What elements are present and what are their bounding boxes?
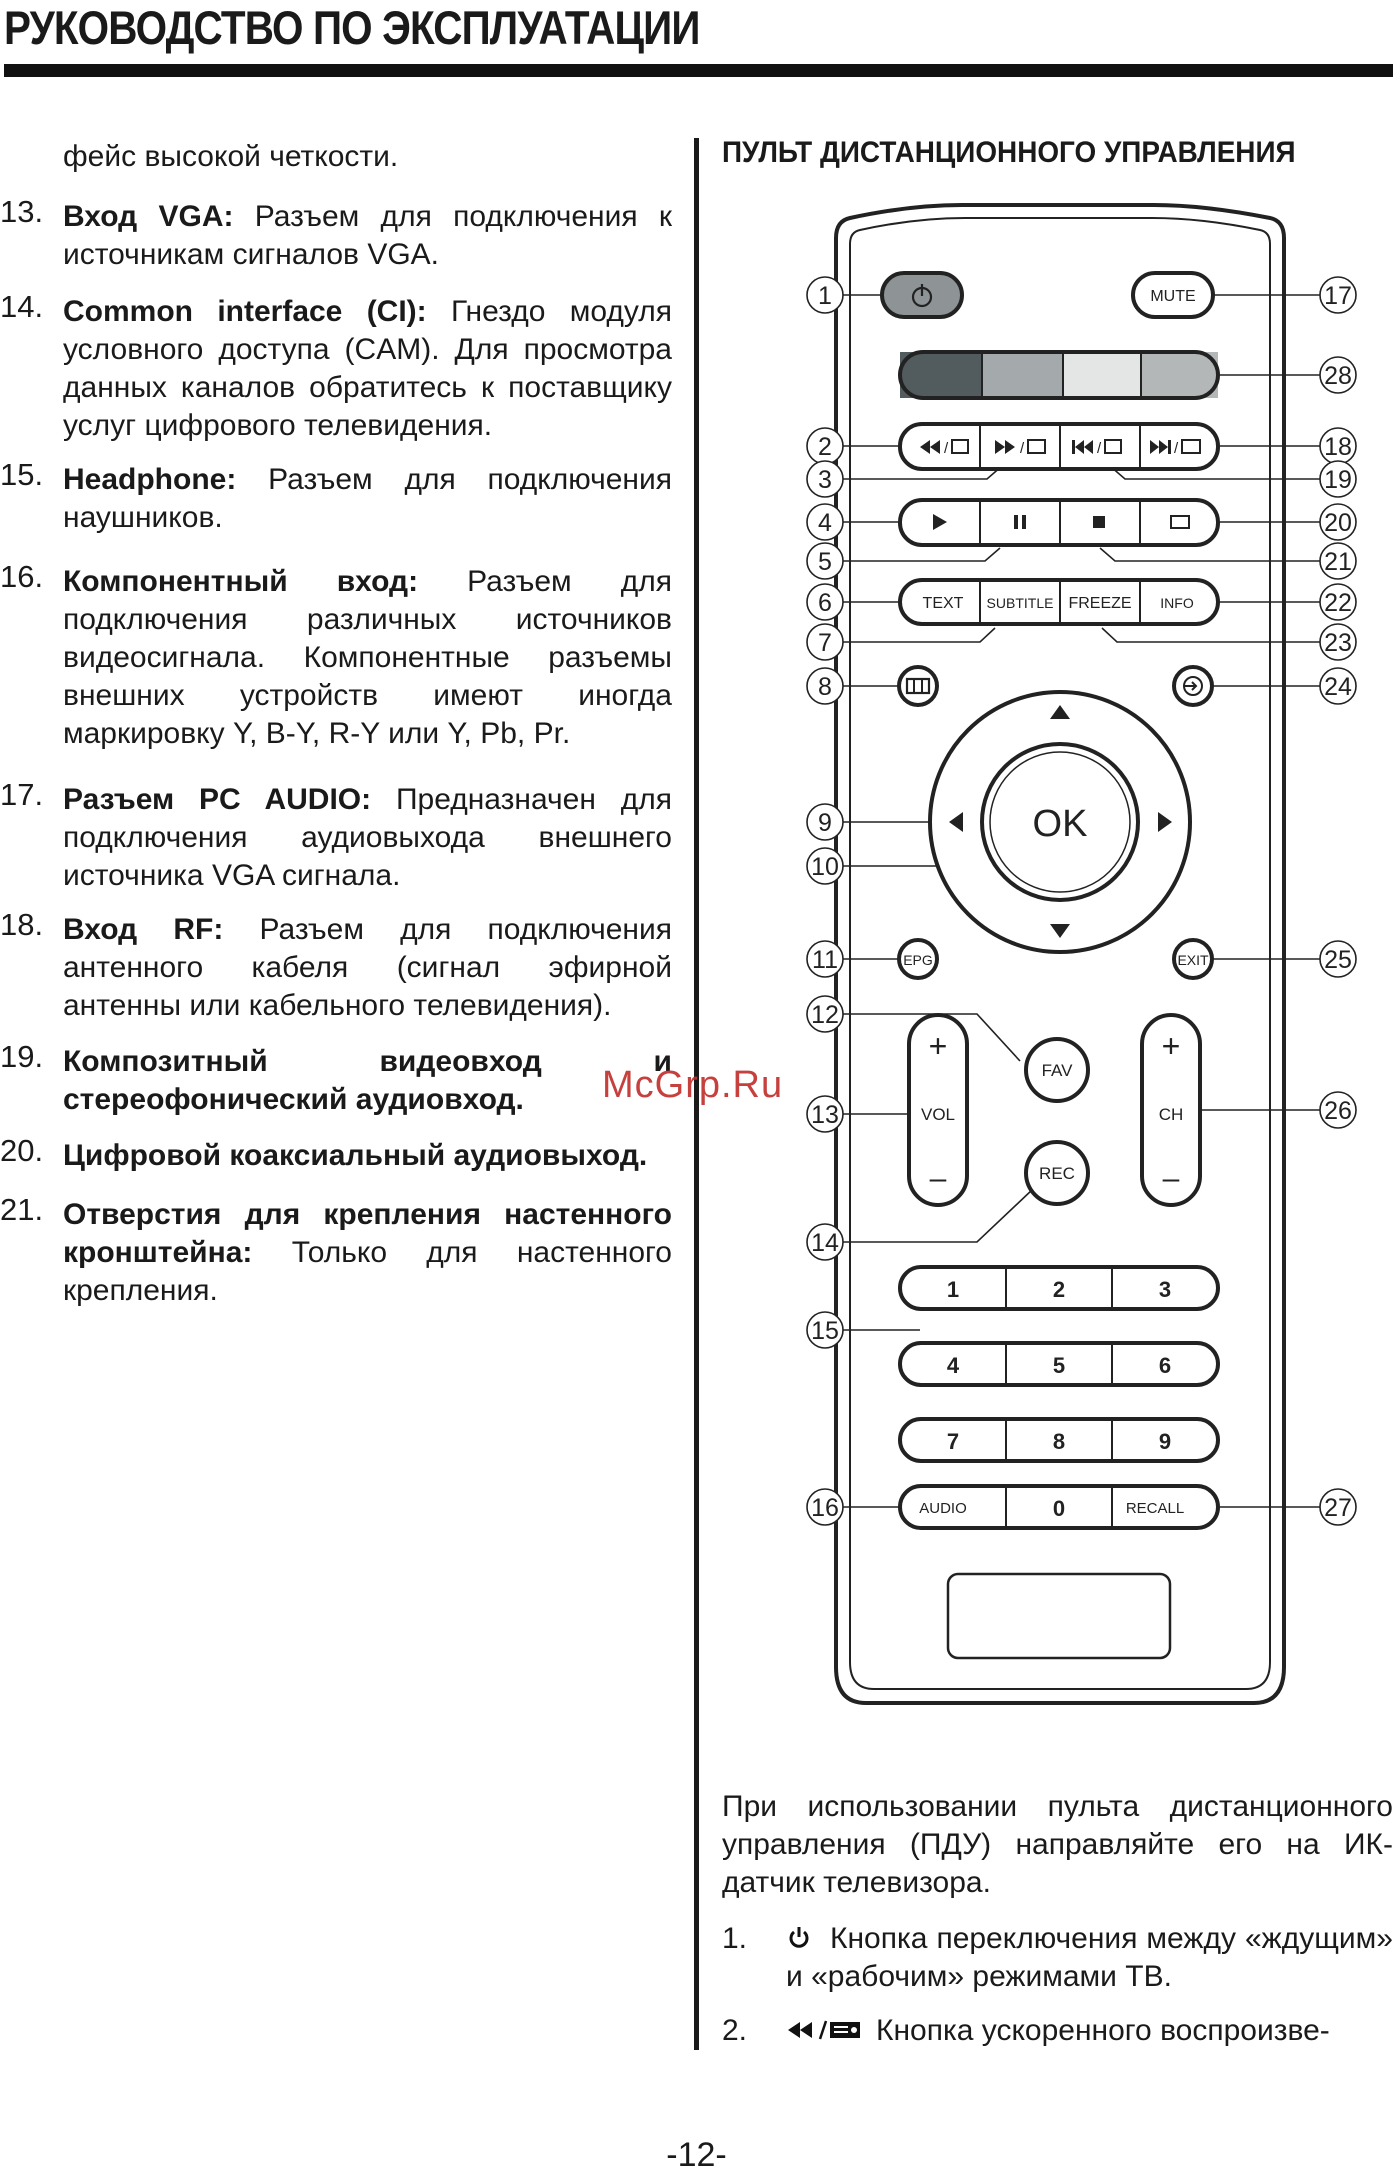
volume-rocker[interactable] (909, 1015, 967, 1205)
item-number: 2. (722, 2014, 748, 2047)
page-number: -12- (666, 2136, 727, 2174)
callouts-right (1320, 277, 1356, 1525)
color-key-3[interactable] (1063, 352, 1141, 398)
navigation-pad (930, 692, 1190, 952)
callout-10 (807, 848, 843, 884)
ir-window (948, 1574, 1170, 1658)
callout-17 (1320, 277, 1356, 313)
list-item-17 (0, 777, 672, 895)
info-button[interactable]: INFO (1160, 595, 1194, 611)
callout-22 (1320, 584, 1356, 620)
power-icon (786, 1925, 812, 1951)
item-term: Компонентный вход: (63, 565, 419, 598)
svg-text:22: 22 (1324, 589, 1352, 617)
svg-text:18: 18 (1324, 433, 1352, 461)
power-button[interactable] (882, 273, 962, 317)
audio-button[interactable]: AUDIO (919, 1500, 967, 1517)
fav-button[interactable] (1026, 1039, 1088, 1101)
watermark: McGrp.Ru (602, 1064, 784, 1106)
svg-text:4: 4 (818, 509, 832, 537)
callout-15 (807, 1312, 843, 1348)
svg-text:17: 17 (1324, 282, 1352, 310)
svg-text:25: 25 (1324, 946, 1352, 974)
header-rule (4, 64, 1393, 77)
continuation-text: фейс высокой четкости. (63, 140, 399, 173)
text-button[interactable]: TEXT (922, 595, 964, 612)
callout-14 (807, 1224, 843, 1260)
channel-rocker[interactable] (1142, 1015, 1200, 1205)
remote-control-diagram (790, 200, 1370, 1720)
svg-text:16: 16 (811, 1494, 839, 1522)
mute-label: MUTE (1150, 288, 1196, 305)
svg-text:15: 15 (811, 1317, 839, 1345)
digit-3-button[interactable]: 3 (1158, 1277, 1172, 1302)
callout-13 (807, 1096, 843, 1132)
volume-label: VOL (920, 1105, 956, 1124)
item-text: Разъем для подключения различных источников видеосигнала. Компонентные разъемы внешних устройств имеют иногда маркировку Y, B-Y, R-Y или Y, Pb, Pr. (63, 565, 672, 750)
digit-8-button[interactable]: 8 (1052, 1429, 1066, 1454)
digit-6-button[interactable]: 6 (1158, 1353, 1172, 1378)
item-number: 21. (0, 1192, 44, 1227)
digit-7-button[interactable]: 7 (946, 1429, 960, 1454)
digit-0-button[interactable]: 0 (1052, 1496, 1066, 1521)
svg-text:/: / (944, 440, 949, 457)
digit-5-button[interactable]: 5 (1052, 1353, 1066, 1378)
item-term: Отверстия для крепления настенного кронштейна: (63, 1198, 672, 1269)
item-number: 13. (0, 194, 44, 229)
item-term: Вход RF: (63, 913, 224, 946)
intro-paragraph: При использовании пульта дистанционного управления (ПДУ) направляйте его на ИК-датчик телевизора. (722, 1790, 1393, 1899)
callout-6 (807, 584, 843, 620)
stop-icon[interactable] (1093, 516, 1105, 528)
item-term: Разъем PC AUDIO: (63, 783, 372, 816)
item-text: Гнездо модуля условного доступа (CAM). Для просмотра данных каналов обратитесь к поставщику услуг цифрового телевидения. (63, 295, 673, 442)
exit-label: EXIT (1177, 952, 1209, 968)
item-term: Композитный видеовход и стереофонический аудиовход. (63, 1045, 672, 1116)
epg-button[interactable] (899, 940, 937, 978)
digit-2-button[interactable]: 2 (1052, 1277, 1066, 1302)
svg-text:8: 8 (818, 673, 832, 701)
list-item-15 (0, 457, 672, 537)
remote-description (722, 1788, 1393, 2050)
epg-label: EPG (903, 952, 933, 968)
rewind-teletext-icon (786, 2017, 866, 2043)
item-text: Предназначен для подключения аудиовыхода внешнего источника VGA сигнала. (63, 783, 672, 892)
channel-down-label: – (1162, 1162, 1180, 1195)
item-number: 16. (0, 559, 44, 594)
callout-3 (807, 461, 843, 497)
color-key-4[interactable] (1141, 352, 1218, 398)
rec-label: REC (1039, 1164, 1075, 1183)
source-button[interactable] (1174, 667, 1212, 705)
callout-24 (1320, 668, 1356, 704)
exit-button[interactable] (1174, 940, 1212, 978)
item-term: Цифровой коаксиальный аудиовыход. (63, 1139, 648, 1172)
callout-19 (1320, 461, 1356, 497)
svg-text:23: 23 (1324, 629, 1352, 657)
list-item-19 (0, 1039, 672, 1119)
menu-button[interactable] (899, 667, 937, 705)
callout-5 (807, 543, 843, 579)
callout-1 (807, 277, 843, 313)
svg-text:/: / (1097, 440, 1102, 457)
item-text: Разъем для подключения к источникам сигналов VGA. (63, 200, 672, 271)
callout-18 (1320, 428, 1356, 464)
item-number: 18. (0, 907, 44, 942)
item-term: Вход VGA: (63, 200, 234, 233)
ok-label: OK (1032, 803, 1088, 845)
list-item-20 (0, 1133, 672, 1175)
item-number: 1. (722, 1922, 748, 1955)
item-number: 20. (0, 1133, 44, 1168)
svg-text:11: 11 (812, 946, 838, 974)
callout-27 (1320, 1489, 1356, 1525)
color-key-bar[interactable] (900, 352, 1218, 398)
channel-label: CH (1158, 1105, 1184, 1124)
channel-up-label: + (1161, 1028, 1181, 1064)
callout-26 (1320, 1092, 1356, 1128)
mute-button[interactable] (1133, 273, 1213, 317)
transport-row-1 (900, 424, 1218, 469)
rec-button[interactable] (1026, 1142, 1088, 1204)
page-header-title: РУКОВОДСТВО ПО ЭКСПЛУАТАЦИИ (4, 1, 700, 54)
item-text: Только для настенного крепления. (63, 1236, 672, 1307)
item-term: Headphone: (63, 463, 237, 496)
transport-row-2 (900, 500, 1218, 545)
digit-1-button[interactable]: 1 (946, 1277, 960, 1302)
volume-down-label: – (929, 1162, 947, 1195)
item-number: 14. (0, 289, 44, 324)
subtitle-button[interactable]: SUBTITLE (986, 595, 1054, 611)
svg-text:/: / (1174, 440, 1179, 457)
svg-text:5: 5 (818, 548, 832, 576)
color-key-2[interactable] (982, 352, 1063, 398)
svg-text:19: 19 (1324, 466, 1352, 494)
remote-item-1 (722, 1920, 1393, 1996)
list-item-14 (0, 289, 673, 445)
svg-text:/: / (1020, 440, 1025, 457)
list-item-21 (0, 1192, 672, 1310)
svg-text:26: 26 (1324, 1097, 1352, 1125)
svg-text:1: 1 (818, 282, 832, 310)
callout-28 (1320, 357, 1356, 393)
item-number: 17. (0, 777, 44, 812)
svg-text:10: 10 (811, 853, 839, 881)
svg-text:6: 6 (818, 589, 832, 617)
svg-text:28: 28 (1324, 362, 1352, 390)
list-item-13 (0, 194, 672, 274)
callout-9 (807, 804, 843, 840)
item-term: Common interface (CI): (63, 295, 427, 328)
item-number: 15. (0, 457, 44, 492)
svg-text:12: 12 (811, 1001, 839, 1029)
svg-text:24: 24 (1324, 673, 1352, 701)
list-item-16 (0, 559, 672, 753)
item-text: Кнопка переключения между «ждущим» и «рабочим» режимами ТВ. (786, 1922, 1393, 1993)
callout-21 (1320, 543, 1356, 579)
svg-text:2: 2 (818, 433, 832, 461)
fav-label: FAV (1041, 1061, 1073, 1080)
item-text: Разъем для подключения наушников. (63, 463, 672, 534)
callout-20 (1320, 504, 1356, 540)
callout-2 (807, 428, 843, 464)
item-text: Кнопка ускоренного воспроизве- (876, 2014, 1330, 2047)
freeze-button[interactable]: FREEZE (1068, 595, 1132, 612)
svg-text:7: 7 (818, 629, 832, 657)
digit-4-button[interactable]: 4 (946, 1353, 960, 1378)
callout-16 (807, 1489, 843, 1525)
ok-button[interactable] (982, 744, 1138, 900)
left-column (0, 138, 672, 1310)
callout-25 (1320, 941, 1356, 977)
callout-8 (807, 668, 843, 704)
svg-text:14: 14 (811, 1229, 839, 1257)
remote-item-2 (722, 2012, 1393, 2050)
svg-text:21: 21 (1324, 548, 1352, 576)
color-key-1[interactable] (900, 352, 982, 398)
svg-text:20: 20 (1324, 509, 1352, 537)
callout-12 (807, 996, 843, 1032)
callout-4 (807, 504, 843, 540)
volume-up-label: + (928, 1028, 948, 1064)
callout-11 (807, 941, 843, 977)
svg-text:27: 27 (1324, 1494, 1352, 1522)
svg-text:9: 9 (818, 809, 832, 837)
svg-text:3: 3 (818, 466, 832, 494)
digit-9-button[interactable]: 9 (1158, 1429, 1172, 1454)
list-item-18 (0, 907, 672, 1025)
numeric-keypad (900, 1267, 1218, 1528)
callout-23 (1320, 624, 1356, 660)
callout-7 (807, 624, 843, 660)
item-number: 19. (0, 1039, 44, 1074)
item-text: Разъем для подключения антенного кабеля (сигнал эфирной антенны или кабельного телевидения). (63, 913, 672, 1022)
section-title: ПУЛЬТ ДИСТАНЦИОННОГО УПРАВЛЕНИЯ (722, 136, 1296, 169)
text-button-row (900, 580, 1218, 624)
recall-button[interactable]: RECALL (1125, 1500, 1185, 1517)
svg-text:13: 13 (811, 1101, 839, 1129)
